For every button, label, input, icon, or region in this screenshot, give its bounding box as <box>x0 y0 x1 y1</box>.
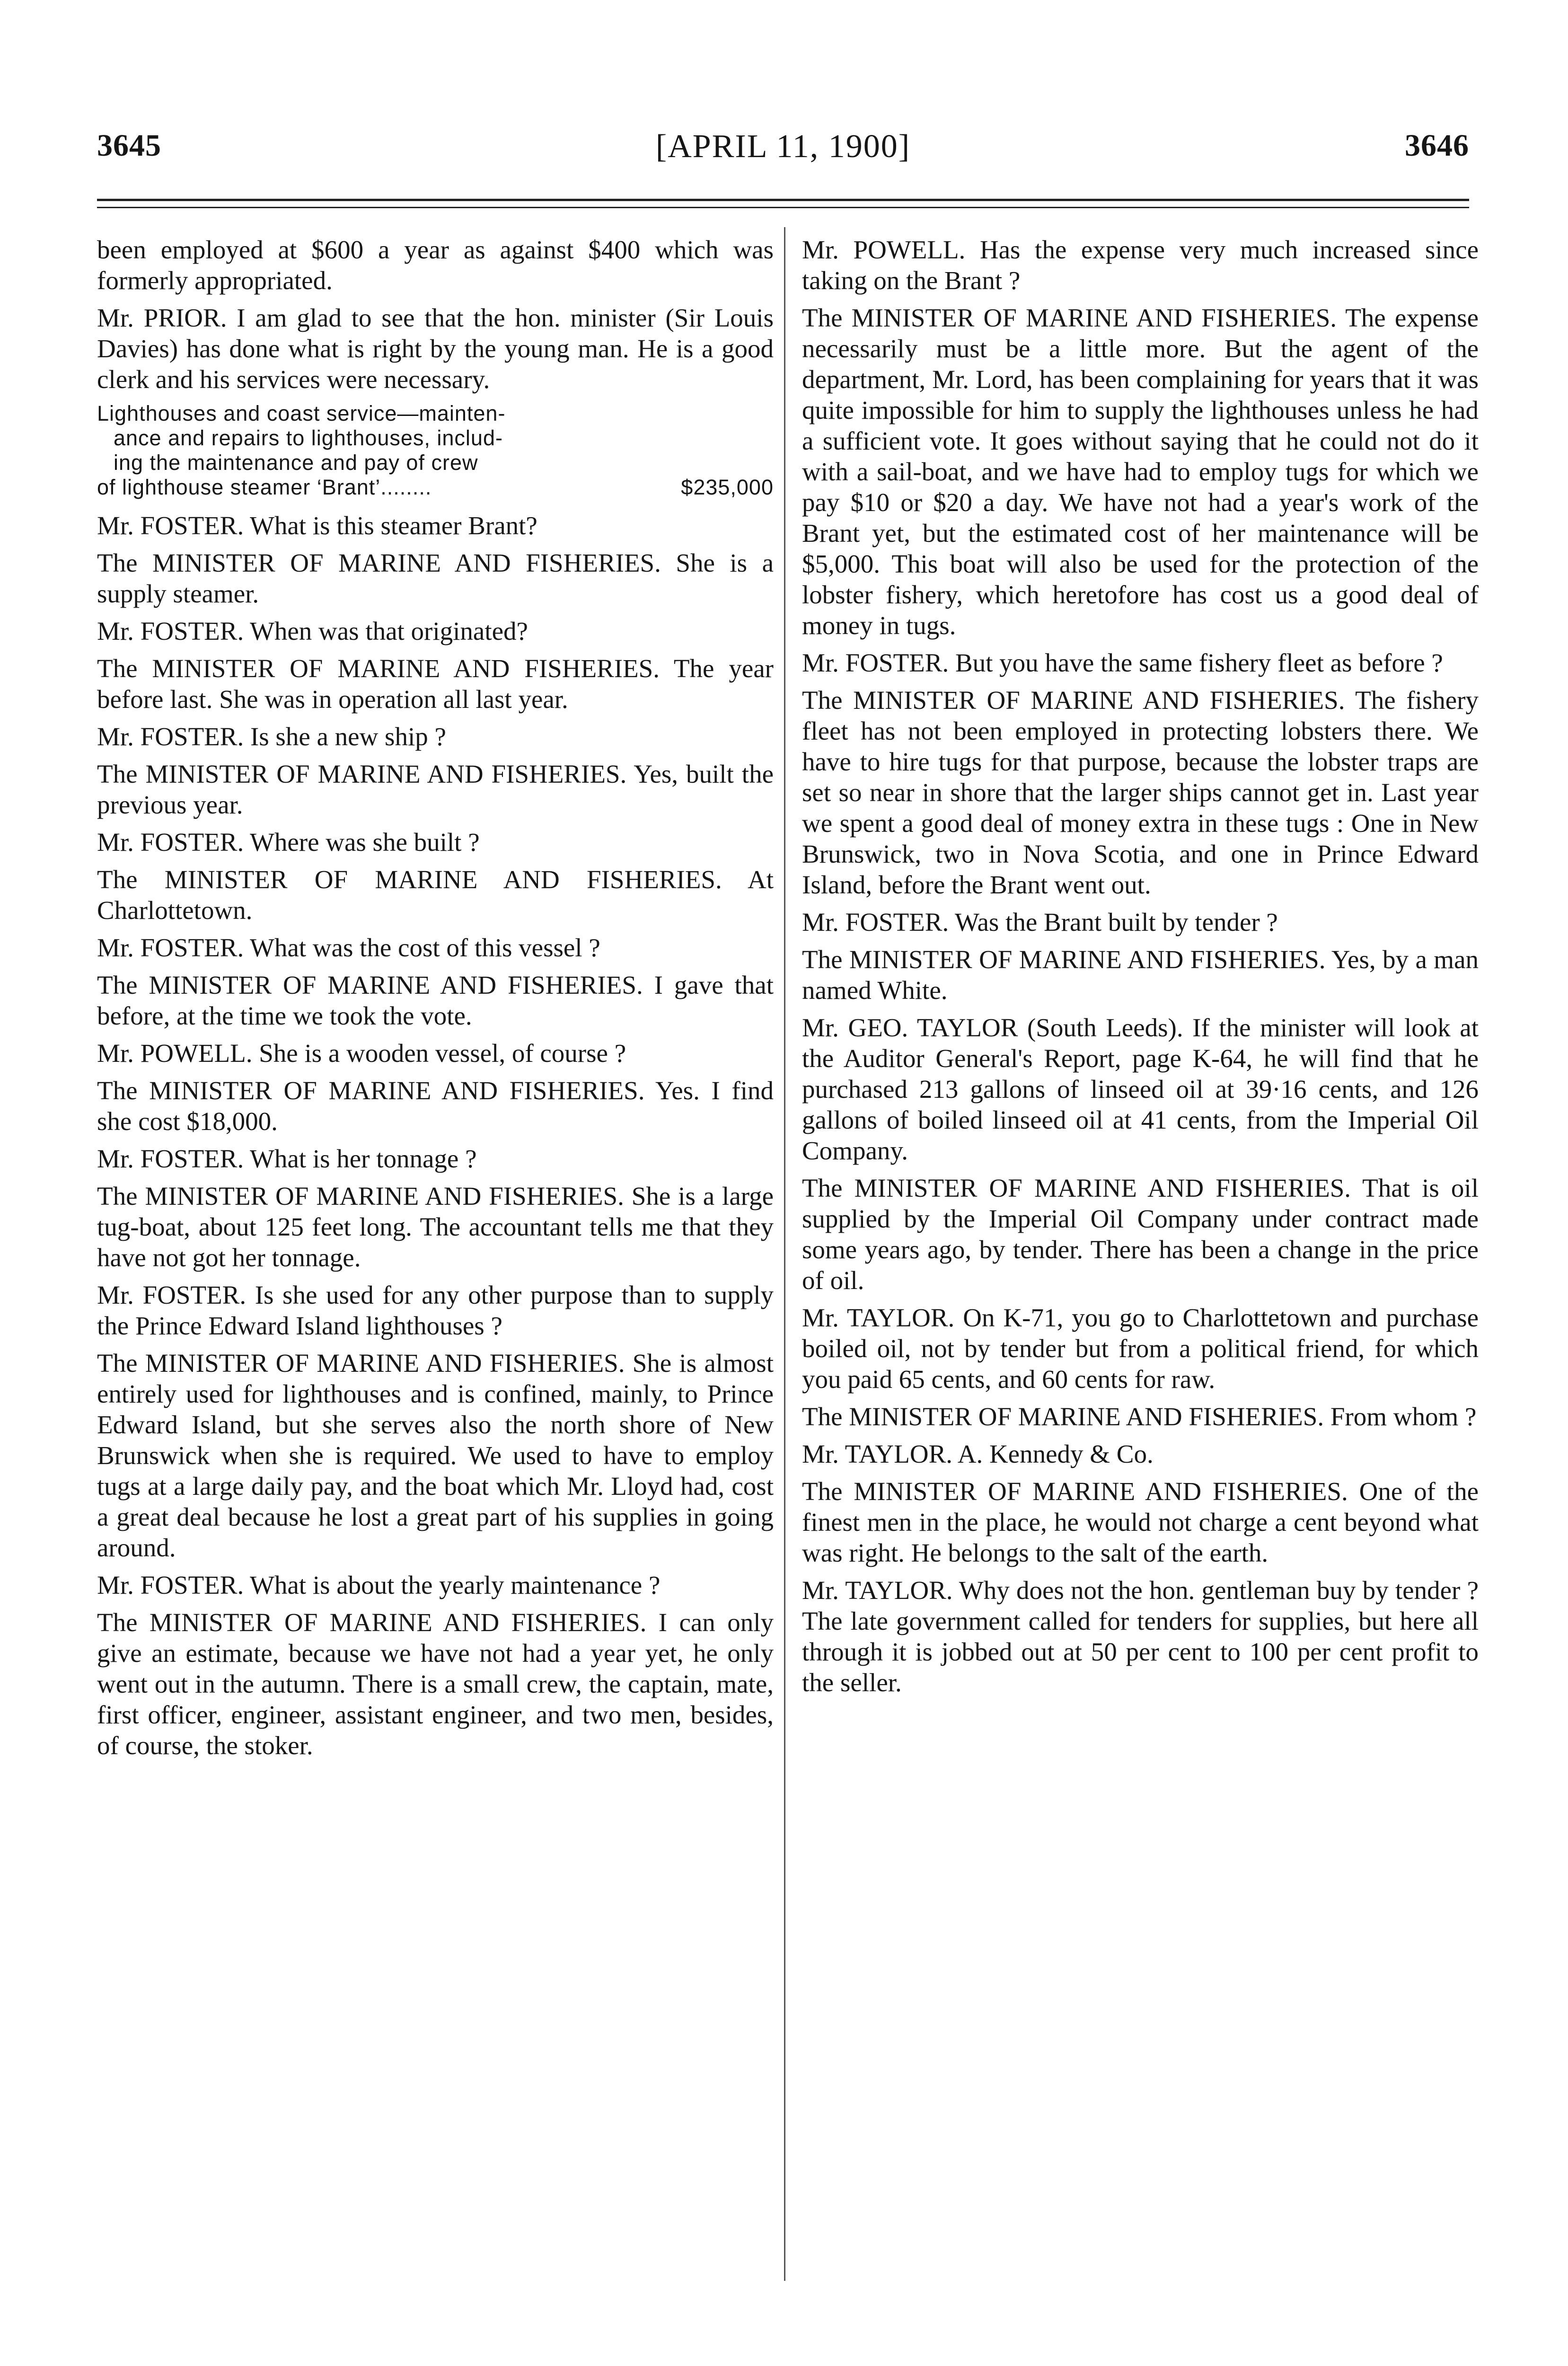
paragraph: Mr. TAYLOR. On K-71, you go to Charlottetown and purchase boiled oil, not by tender but from a political friend, for which you paid 65 cents, and 60 cents for raw. <box>802 1303 1479 1394</box>
paragraph: Mr. FOSTER. Where was she built ? <box>97 828 480 856</box>
paragraph: Mr. GEO. TAYLOR (South Leeds). If the minister will look at the Auditor General's Report, page K-64, he will find that he purchased 213 gallons of linseed oil at 39·16 cents, and 126 gallons of boiled linseed oil at 41 cents, from the Imperial Oil Company. <box>802 1013 1479 1165</box>
paragraph: Mr. FOSTER. What is this steamer Brant? <box>97 511 537 540</box>
paragraph: Mr. FOSTER. Is she a new ship ? <box>97 722 446 751</box>
paragraph: Mr. PRIOR. I am glad to see that the hon. minister (Sir Louis Davies) has done what is right by the young man. He is a good clerk and his services were necessary. <box>97 303 774 394</box>
header-rule-thin <box>97 207 1469 208</box>
paragraph: The MINISTER OF MARINE AND FISHERIES. That is oil supplied by the Imperial Oil Company under contract made some years ago, by tender. There has been a change in the price of oil. <box>802 1174 1479 1295</box>
left-page-number: 3645 <box>97 128 161 163</box>
budget-item <box>97 401 774 500</box>
paragraph: The MINISTER OF MARINE AND FISHERIES. Yes, built the previous year. <box>97 759 774 819</box>
paragraph: Mr. POWELL. She is a wooden vessel, of course ? <box>97 1039 626 1068</box>
budget-amount: $235,000 <box>681 475 774 499</box>
header-date: [APRIL 11, 1900] <box>655 128 911 165</box>
paragraph: The MINISTER OF MARINE AND FISHERIES. At Charlottetown. <box>97 865 774 925</box>
paragraph: The MINISTER OF MARINE AND FISHERIES. She is almost entirely used for lighthouses and is confined, mainly, to Prince Edward Island, but she serves also the north shore of New Brunswick when she is required. We used to have to employ tugs at a large daily pay, and the boat which Mr. Lloyd had, cost a great deal because he lost a great part of his supplies in going around. <box>97 1349 774 1562</box>
right-page-number: 3646 <box>1405 128 1469 163</box>
paragraph: Mr. POWELL. Has the expense very much increased since taking on the Brant ? <box>802 235 1479 295</box>
page-header <box>97 128 1469 170</box>
paragraph: Mr. FOSTER. What is about the yearly maintenance ? <box>97 1571 661 1599</box>
paragraph: The MINISTER OF MARINE AND FISHERIES. She is a supply steamer. <box>97 548 774 608</box>
paragraph: Mr. FOSTER. When was that originated? <box>97 617 528 645</box>
paragraph: The MINISTER OF MARINE AND FISHERIES. The fishery fleet has not been employed in protecting lobsters there. We have to hire tugs for that purpose, because the lobster traps are set so near in shore that the larger ships cannot get in. Last year we spent a good deal of money extra in these tugs : One in New Brunswick, two in Nova Scotia, and one in Prince Edward Island, before the Brant went out. <box>802 686 1479 899</box>
paragraph: The MINISTER OF MARINE AND FISHERIES. Yes, by a man named White. <box>802 945 1479 1005</box>
column-divider <box>784 227 785 2281</box>
budget-line: ance and repairs to lighthouses, includ- <box>114 426 503 450</box>
header-rule-thick <box>97 199 1469 201</box>
budget-line: of lighthouse steamer ‘Brant’........ <box>97 475 432 499</box>
budget-line: Lighthouses and coast service—mainten- <box>97 401 506 425</box>
paragraph: The MINISTER OF MARINE AND FISHERIES. I gave that before, at the time we took the vote. <box>97 971 774 1030</box>
paragraph: The MINISTER OF MARINE AND FISHERIES. I can only give an estimate, because we have not had a year yet, he only went out in the autumn. There is a small crew, the captain, mate, first officer, engineer, assistant engineer, and two men, besides, of course, the stoker. <box>97 1608 774 1760</box>
paragraph: The MINISTER OF MARINE AND FISHERIES. From whom ? <box>802 1402 1477 1431</box>
paragraph: Mr. FOSTER. Is she used for any other purpose than to supply the Prince Edward Island lighthouses ? <box>97 1280 774 1340</box>
paragraph: The MINISTER OF MARINE AND FISHERIES. The expense necessarily must be a little more. But the agent of the department, Mr. Lord, has been complaining for years that it was quite impossible for him to supply the lighthouses unless he had a sufficient vote. It goes without saying that he could not do it with a sail-boat, and we have had to employ tugs for which we pay $10 or $20 a day. We have not had a year's work of the Brant yet, but the estimated cost of her maintenance will be $5,000. This boat will also be used for the protection of the lobster fishery, which heretofore has cost us a good deal of money in tugs. <box>802 303 1479 640</box>
budget-line: ing the maintenance and pay of crew <box>114 450 478 475</box>
paragraph: Mr. FOSTER. What was the cost of this vessel ? <box>97 933 600 962</box>
paragraph: The MINISTER OF MARINE AND FISHERIES. The year before last. She was in operation all last year. <box>97 654 774 714</box>
paragraph: Mr. FOSTER. Was the Brant built by tender ? <box>802 908 1278 936</box>
paragraph: The MINISTER OF MARINE AND FISHERIES. One of the finest men in the place, he would not charge a cent beyond what was right. He belongs to the salt of the earth. <box>802 1477 1479 1567</box>
right-column <box>802 234 1479 2307</box>
paragraph: The MINISTER OF MARINE AND FISHERIES. Yes. I find she cost $18,000. <box>97 1076 774 1136</box>
paragraph: Mr. TAYLOR. Why does not the hon. gentleman buy by tender ? The late government called for tenders for supplies, but here all through it is jobbed out at 50 per cent to 100 per cent profit to the seller. <box>802 1576 1479 1697</box>
paragraph: The MINISTER OF MARINE AND FISHERIES. She is a large tug-boat, about 125 feet long. The accountant tells me that they have not got her tonnage. <box>97 1182 774 1272</box>
paragraph: Mr. TAYLOR. A. Kennedy & Co. <box>802 1439 1154 1468</box>
paragraph: Mr. FOSTER. But you have the same fishery fleet as before ? <box>802 648 1443 677</box>
paragraph: been employed at $600 a year as against $400 which was formerly appropriated. <box>97 235 774 295</box>
paragraph: Mr. FOSTER. What is her tonnage ? <box>97 1144 477 1173</box>
left-column <box>97 234 774 2307</box>
